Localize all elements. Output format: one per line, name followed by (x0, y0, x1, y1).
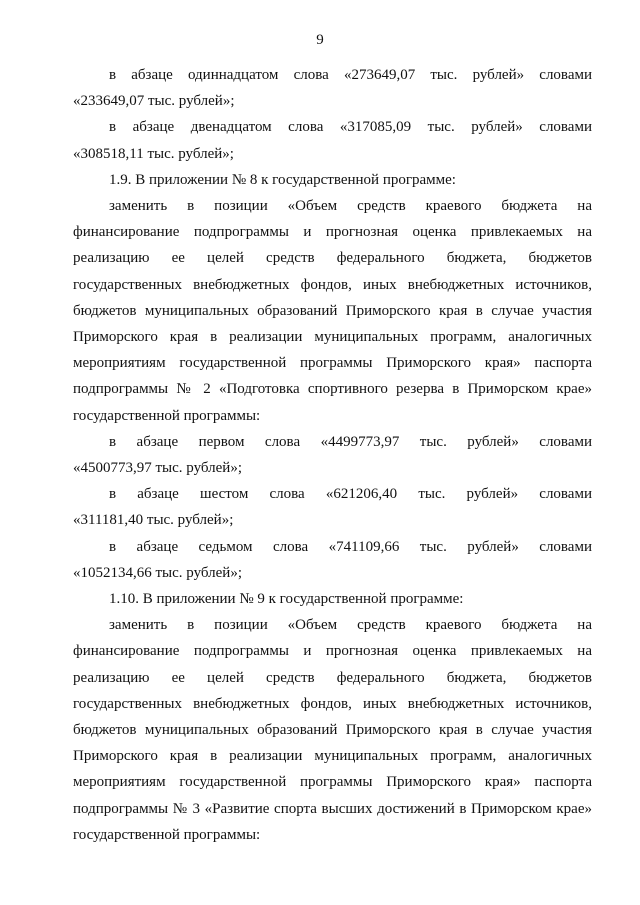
document-body (73, 62, 592, 848)
text-line: реализацию ее целей средств федерального бюджета, бюджетов (73, 669, 592, 686)
text-line: в абзаце первом слова «4499773,97 тыс. рублей» словами (109, 433, 592, 450)
text-line: в абзаце седьмом слова «741109,66 тыс. рублей» словами (109, 538, 592, 555)
text-line: бюджетов муниципальных образований Приморского края в случае участия (73, 722, 592, 739)
text-line: в абзаце двенадцатом слова «317085,09 тыс. рублей» словами (109, 119, 592, 136)
text-line: государственных внебюджетных фондов, иных внебюджетных источников, (73, 276, 592, 293)
text-line: государственных внебюджетных фондов, иных внебюджетных источников, (73, 695, 592, 712)
text-line: «1052134,66 тыс. рублей»; (73, 564, 242, 581)
text-line: в абзаце одиннадцатом слова «273649,07 тыс. рублей» словами (109, 67, 592, 83)
text-line: государственной программы: (73, 826, 261, 843)
text-line: «4500773,97 тыс. рублей»; (73, 460, 242, 477)
text-line: в абзаце шестом слова «621206,40 тыс. рублей» словами (109, 486, 592, 503)
text-line: Приморского края в реализации муниципальных программ, аналогичных (73, 329, 592, 346)
text-line: подпрограммы № 3 «Развитие спорта высших достижений в Приморском крае» (73, 800, 592, 817)
text-line: финансирование подпрограммы и прогнозная оценка привлекаемых на (73, 224, 592, 241)
text-line: заменить в позиции «Объем средств краевого бюджета на (109, 198, 592, 215)
text-line: мероприятиям государственной программы Приморского края» паспорта (73, 774, 592, 791)
text-line: бюджетов муниципальных образований Приморского края в случае участия (73, 302, 592, 319)
text-line: реализацию ее целей средств федерального бюджета, бюджетов (73, 250, 592, 267)
text-line: «308518,11 тыс. рублей»; (73, 145, 234, 162)
text-line: финансирование подпрограммы и прогнозная оценка привлекаемых на (73, 643, 592, 660)
text-line: 1.10. В приложении № 9 к государственной программе: (109, 591, 464, 608)
text-line: 1.9. В приложении № 8 к государственной программе: (109, 171, 456, 188)
text-line: «233649,07 тыс. рублей»; (73, 93, 235, 110)
page-number: 9 (316, 32, 324, 48)
text-line: мероприятиям государственной программы Приморского края» паспорта (73, 355, 592, 372)
text-line: заменить в позиции «Объем средств краевого бюджета на (109, 617, 592, 634)
text-line: государственной программы: (73, 407, 261, 424)
text-line: подпрограммы № 2 «Подготовка спортивного резерва в Приморском крае» (73, 381, 592, 398)
text-line: «311181,40 тыс. рублей»; (73, 512, 234, 529)
text-line: Приморского края в реализации муниципальных программ, аналогичных (73, 748, 592, 765)
